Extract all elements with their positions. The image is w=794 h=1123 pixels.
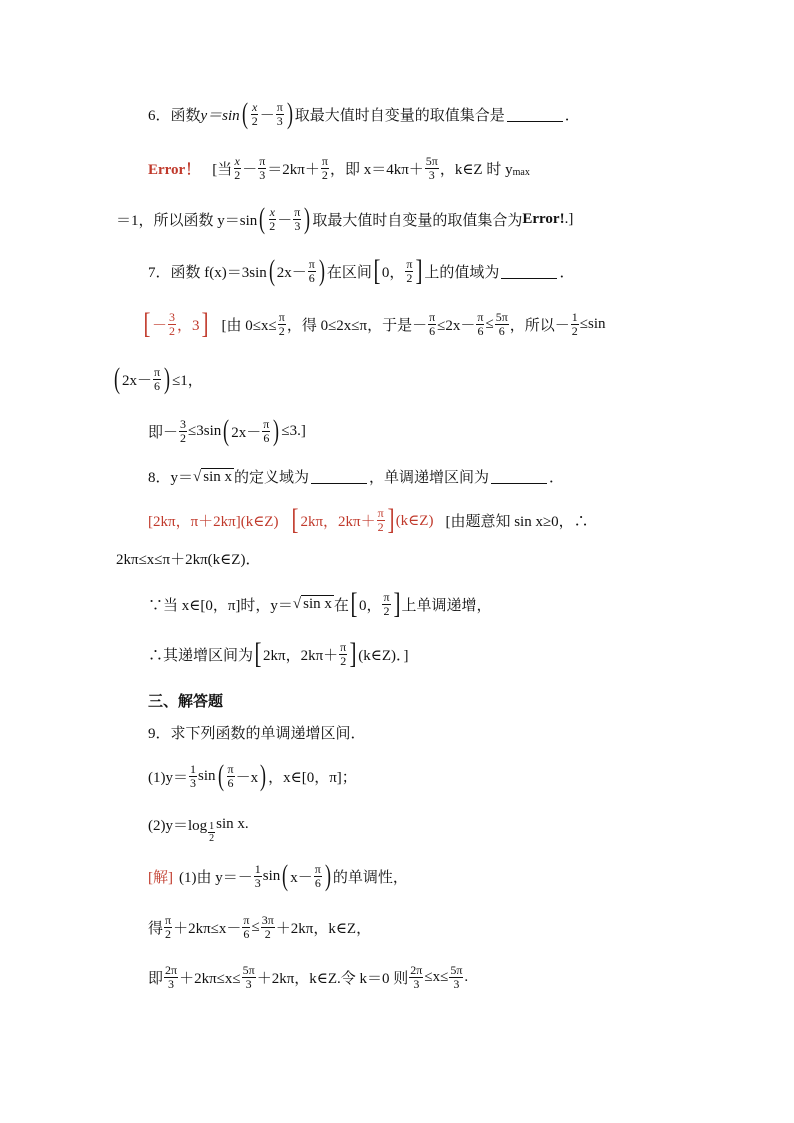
text: ，3 <box>177 317 200 334</box>
fraction: $\frac{x}{2}$ <box>269 204 276 233</box>
text: 2kπ≤x≤π＋2kπ(k∈Z)． <box>116 552 261 568</box>
q6-func: y＝sin <box>200 107 240 124</box>
left-paren: ( <box>241 97 248 130</box>
text: ∵当 x∈[0，π]时，y＝ <box>148 597 293 614</box>
q9-solution-line2 <box>148 914 371 941</box>
text: (1)y＝ <box>148 769 188 786</box>
minus: － <box>259 107 275 124</box>
text: ≤ <box>251 919 260 935</box>
q7-question <box>148 254 575 287</box>
section-title <box>148 690 223 711</box>
q6-solution-line1 <box>148 155 530 182</box>
period: ． <box>559 264 575 281</box>
text: 上单调递增， <box>401 597 492 614</box>
left-paren: ( <box>268 254 275 287</box>
q6-solution-line2 <box>116 202 574 235</box>
right-paren: ) <box>260 759 267 792</box>
period: ． <box>549 470 565 486</box>
text: ≤1， <box>172 372 203 389</box>
q8-answer-1: [2kπ，π＋2kπ](k∈Z) <box>148 513 279 530</box>
text: [当 <box>212 162 233 178</box>
text: 在 <box>333 597 349 614</box>
left-paren: ( <box>217 759 224 792</box>
text: 的定义域为 <box>234 470 310 486</box>
left-paren: ( <box>223 414 230 447</box>
fraction: $\frac{\pi}{2}$ <box>377 505 384 534</box>
fraction: $\frac{\pi}{6}$ <box>477 309 484 338</box>
q8-solution-line3 <box>148 587 492 620</box>
text: sin <box>198 767 216 784</box>
left-paren: ( <box>282 859 289 892</box>
section-title-text: 三、解答题 <box>148 694 224 710</box>
sqrt: √ sin x <box>292 596 332 612</box>
text: 2x－ <box>122 372 153 389</box>
fraction: $\frac{\pi}{2}$ <box>278 309 285 338</box>
fraction: $\frac{3}{2}$ <box>180 416 187 445</box>
text: . <box>464 969 469 985</box>
q8-answer-2: 2kπ，2kπ＋ <box>300 513 376 530</box>
right-paren: ) <box>318 254 325 287</box>
left-bracket: [ <box>373 254 381 287</box>
q8-solution-line4 <box>148 637 409 670</box>
sqrt: √ sin x <box>193 468 233 485</box>
text: 得 <box>148 921 164 937</box>
left-bracket: [ <box>350 587 358 620</box>
fraction: $\frac{5\pi}{6}$ <box>495 309 508 338</box>
text: (k∈Z)．] <box>358 647 409 664</box>
fraction: $\frac{\pi}{6}$ <box>429 309 436 338</box>
text: 0， <box>358 597 382 614</box>
error-text: Error! <box>522 210 565 227</box>
text: ＋2kπ≤x≤ <box>179 971 241 987</box>
fraction: $\frac{1}{3}$ <box>254 861 261 890</box>
text: ＋2kπ≤x－ <box>173 921 242 937</box>
fraction: $\frac{\pi}{3}$ <box>259 154 266 182</box>
fraction: $\frac{\pi}{6}$ <box>227 761 234 790</box>
fraction: $\frac{x}{2}$ <box>251 99 258 128</box>
right-paren: ) <box>324 859 331 892</box>
answer-blank[interactable] <box>507 107 563 122</box>
q7-solution-line3 <box>148 414 306 447</box>
text: ≤x≤ <box>424 969 449 985</box>
q9-question <box>148 722 366 743</box>
text: x－ <box>290 869 313 886</box>
q9-solution-line1 <box>148 859 408 892</box>
left-bracket: [ <box>143 307 151 340</box>
text: 即－ <box>148 424 179 441</box>
text: ≤3sin <box>188 422 222 439</box>
text: 2x－ <box>231 424 262 441</box>
left-bracket: [ <box>254 637 262 670</box>
text: ，得 0≤2x≤π，于是－ <box>286 317 428 334</box>
text: －x <box>235 769 259 786</box>
period: ． <box>564 107 580 124</box>
fraction: $\frac{5\pi}{3}$ <box>425 154 438 182</box>
answer-blank-2[interactable] <box>491 469 547 484</box>
text: ＋2kπ，k∈Z， <box>275 921 372 937</box>
text: ，x∈[0，π]； <box>268 769 357 786</box>
right-bracket: ] <box>387 503 395 536</box>
text: 的单调性， <box>332 869 408 886</box>
fraction: $\frac{5\pi}{3}$ <box>242 963 255 991</box>
q7-solution-line2 <box>112 362 203 395</box>
right-bracket: ] <box>393 587 401 620</box>
q6-number: 6．函数 <box>148 107 201 124</box>
answer-blank-1[interactable] <box>311 469 367 484</box>
q7-solution-line1 <box>142 307 606 340</box>
text: ，k∈Z 时 y <box>439 162 513 178</box>
fraction: $\frac{5\pi}{3}$ <box>450 963 463 991</box>
text: 取最大值时自变量的取值集合为 <box>312 212 523 229</box>
text: [由 0≤x≤ <box>221 317 277 334</box>
fraction: $\frac{1}{3}$ <box>190 761 196 790</box>
text: ＝2kπ＋ <box>267 162 320 178</box>
fraction: $\frac{\pi}{3}$ <box>276 99 283 128</box>
fraction: $\frac{\pi}{6}$ <box>154 364 161 393</box>
fraction: $\frac{3}{2}$ <box>169 309 176 338</box>
minus: － <box>277 212 293 229</box>
fraction: $\frac{x}{2}$ <box>234 154 241 182</box>
right-paren: ) <box>164 362 171 395</box>
fraction: $\frac{1}{2}$ <box>209 821 215 844</box>
q8-question <box>148 466 564 487</box>
left-paren: ( <box>114 362 120 395</box>
text: ≤3.] <box>281 422 306 439</box>
left-paren: ( <box>259 202 266 235</box>
fraction: $\frac{\pi}{6}$ <box>314 861 321 890</box>
text: (2)y＝log <box>148 818 208 834</box>
text: 上的值域为 <box>424 264 500 281</box>
text: ，单调递增区间为 <box>369 470 490 486</box>
q9-part2 <box>148 813 249 844</box>
fraction: $\frac{3\pi}{2}$ <box>261 913 274 941</box>
right-bracket: ] <box>415 254 423 287</box>
q8-solution-line2 <box>116 548 260 569</box>
right-bracket: ] <box>349 637 357 670</box>
right-paren: ) <box>304 202 311 235</box>
text: (k∈Z) <box>395 512 434 529</box>
text: (1)由 y＝－ <box>179 869 253 886</box>
fraction: $\frac{2\pi}{3}$ <box>165 963 178 991</box>
text: ＝1，所以函数 y＝sin <box>116 212 258 229</box>
right-bracket: ] <box>201 307 209 340</box>
text: ，所以－ <box>509 317 570 334</box>
text: ≤sin <box>579 315 606 332</box>
fraction: $\frac{\pi}{2}$ <box>165 913 172 941</box>
minus: － <box>242 162 258 178</box>
text: ≤2x－ <box>437 317 476 334</box>
text: － <box>152 317 168 334</box>
left-bracket: [ <box>291 503 299 536</box>
right-paren: ) <box>286 97 293 130</box>
q9-part1 <box>148 759 357 792</box>
q6-tail: 取最大值时自变量的取值集合是 <box>294 107 505 124</box>
fraction: $\frac{\pi}{6}$ <box>308 256 315 285</box>
fraction: $\frac{\pi}{6}$ <box>263 416 270 445</box>
fraction: $\frac{\pi}{3}$ <box>294 204 301 233</box>
text: ，即 x＝4kπ＋ <box>329 162 424 178</box>
q6-question <box>148 97 580 130</box>
text: sin x. <box>216 816 249 832</box>
answer-blank[interactable] <box>501 264 557 279</box>
text: 在区间 <box>326 264 372 281</box>
fraction: $\frac{2\pi}{3}$ <box>410 963 423 991</box>
text: 即 <box>148 971 164 987</box>
q9-solution-line3 <box>148 964 468 991</box>
text: 0， <box>381 264 405 281</box>
fraction: $\frac{\pi}{2}$ <box>321 154 328 182</box>
q8-number: 8．y＝ <box>148 470 194 486</box>
text: [由题意知 sin x≥0，∴ <box>445 513 589 530</box>
q9-number: 9．求下列函数的单调递增区间． <box>148 726 366 742</box>
text: ≤ <box>485 315 494 332</box>
text: .] <box>564 210 574 227</box>
fraction: $\frac{\pi}{6}$ <box>243 913 250 941</box>
text: 2kπ，2kπ＋ <box>263 647 339 664</box>
q6-answer-error: Error！ <box>148 162 201 178</box>
text: sin <box>262 867 281 884</box>
text: ＋2kπ，k∈Z.令 k＝0 则 <box>256 971 409 987</box>
solution-tag: [解] <box>148 869 173 886</box>
fraction: $\frac{1}{2}$ <box>571 309 578 338</box>
text: ∴其递增区间为 <box>148 647 254 664</box>
right-paren: ) <box>273 414 280 447</box>
fraction: $\frac{\pi}{2}$ <box>406 256 413 285</box>
q7-number: 7．函数 f(x)＝3sin <box>148 264 267 281</box>
text: 2x－ <box>276 264 307 281</box>
fraction: $\frac{\pi}{2}$ <box>340 639 347 668</box>
subscript: max <box>512 167 530 178</box>
fraction: $\frac{\pi}{2}$ <box>383 589 390 618</box>
q8-solution-line1 <box>148 503 589 536</box>
